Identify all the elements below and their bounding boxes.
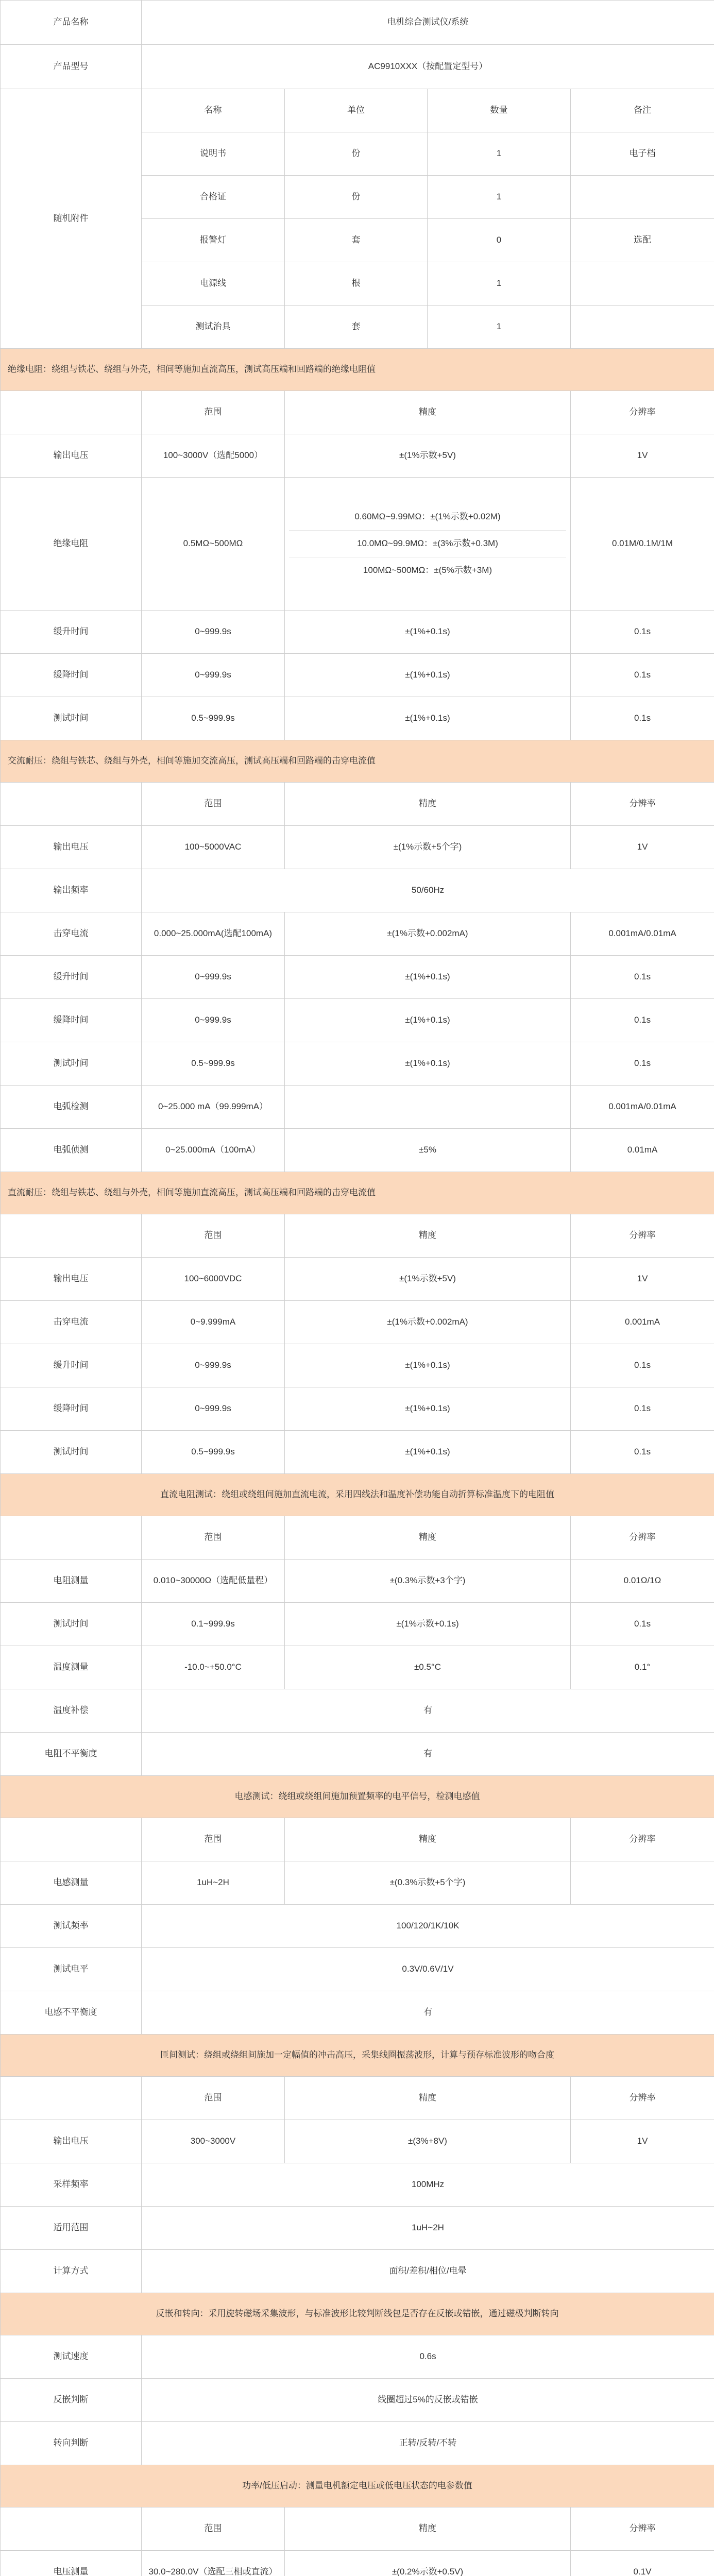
spec-precision: ±(1%示数+0.002mA) xyxy=(285,1301,571,1344)
spec-label: 反嵌判断 xyxy=(1,2379,142,2422)
col-header-unit: 单位 xyxy=(285,89,428,132)
spec-row xyxy=(1,912,714,956)
section-dc-resistance xyxy=(1,1474,714,1516)
spec-range: -10.0~+50.0°C xyxy=(142,1646,285,1689)
section-inductance xyxy=(1,1776,714,1818)
section-impulse xyxy=(1,2035,714,2077)
spec-row xyxy=(1,1129,714,1172)
spec-resolution: 0.1s xyxy=(571,654,714,697)
spec-resolution: 1V xyxy=(571,826,714,869)
header-resolution: 分辨率 xyxy=(571,1214,714,1258)
spec-row xyxy=(1,826,714,869)
header-range: 范围 xyxy=(142,2077,285,2120)
spec-resolution: 0.1V xyxy=(571,2551,714,2576)
spec-label: 缓降时间 xyxy=(1,1387,142,1431)
spec-row xyxy=(1,2551,714,2576)
header-precision: 精度 xyxy=(285,2077,571,2120)
spec-row xyxy=(1,1042,714,1086)
spec-range: 0.5MΩ~500MΩ xyxy=(142,478,285,611)
spec-value: 0.6s xyxy=(142,2335,714,2379)
section-title: 匝间测试：绕组或绕组间施加一定幅值的冲击高压，采集线圈振荡波形，计算与预存标准波形的吻合度 xyxy=(1,2035,714,2077)
spec-label: 缓升时间 xyxy=(1,611,142,654)
spec-precision: ±(0.2%示数+0.5V) xyxy=(285,2551,571,2576)
spec-range: 1uH~2H xyxy=(142,1861,285,1905)
spec-row xyxy=(1,1646,714,1689)
spec-label: 输出电压 xyxy=(1,2120,142,2163)
accessory-note xyxy=(571,306,714,349)
spec-resolution: 0.01M/0.1M/1M xyxy=(571,478,714,611)
spec-resolution: 0.1s xyxy=(571,1603,714,1646)
spec-range: 100~6000VDC xyxy=(142,1258,285,1301)
section-insulation xyxy=(1,349,714,391)
spec-row xyxy=(1,1991,714,2035)
spec-label: 输出电压 xyxy=(1,434,142,478)
section-power xyxy=(1,2465,714,2507)
spec-precision: ±(1%+0.1s) xyxy=(285,611,571,654)
spec-label: 缓降时间 xyxy=(1,999,142,1042)
header-precision: 精度 xyxy=(285,1214,571,1258)
spec-range: 30.0~280.0V（选配三相或直流） xyxy=(142,2551,285,2576)
spec-precision: ±(1%示数+0.002mA) xyxy=(285,912,571,956)
column-header-row xyxy=(1,2077,714,2120)
spec-row xyxy=(1,1603,714,1646)
spec-label: 测试频率 xyxy=(1,1905,142,1948)
spec-range: 0~999.9s xyxy=(142,1387,285,1431)
spec-precision: ±(1%+0.1s) xyxy=(285,1042,571,1086)
header-precision: 精度 xyxy=(285,783,571,826)
spec-label: 温度测量 xyxy=(1,1646,142,1689)
spec-resolution: 0.1s xyxy=(571,1431,714,1474)
section-title: 电感测试：绕组或绕组间施加预置频率的电平信号，检测电感值 xyxy=(1,1776,714,1818)
spec-resolution: 1V xyxy=(571,1258,714,1301)
spec-row xyxy=(1,1560,714,1603)
spec-value: 有 xyxy=(142,1689,714,1733)
spec-precision: ±(1%+0.1s) xyxy=(285,1344,571,1387)
section-title: 交流耐压：绕组与铁芯、绕组与外壳，相间等施加交流高压，测试高压端和回路端的击穿电流值 xyxy=(1,740,714,783)
row-label: 产品名称 xyxy=(1,1,142,45)
spec-value: 有 xyxy=(142,1991,714,2035)
section-title: 功率/低压启动：测量电机额定电压或低电压状态的电参数值 xyxy=(1,2465,714,2507)
spec-label: 适用范围 xyxy=(1,2207,142,2250)
spec-label: 击穿电流 xyxy=(1,912,142,956)
spec-range: 0~999.9s xyxy=(142,654,285,697)
spec-row xyxy=(1,611,714,654)
spec-row xyxy=(1,697,714,740)
accessory-name: 合格证 xyxy=(142,176,285,219)
header-range: 范围 xyxy=(142,783,285,826)
precision-tier: 10.0MΩ~99.9MΩ：±(3%示数+0.3M) xyxy=(289,530,566,557)
spec-resolution xyxy=(571,1861,714,1905)
spec-range: 0.1~999.9s xyxy=(142,1603,285,1646)
header-range: 范围 xyxy=(142,391,285,434)
header-resolution: 分辨率 xyxy=(571,2077,714,2120)
section-ac-withstand xyxy=(1,740,714,783)
section-title: 绝缘电阻：绕组与铁芯、绕组与外壳，相间等施加直流高压，测试高压端和回路端的绝缘电阻值 xyxy=(1,349,714,391)
section-rotation xyxy=(1,2293,714,2335)
spec-label: 采样频率 xyxy=(1,2163,142,2207)
accessory-note xyxy=(571,262,714,306)
spec-resolution: 1V xyxy=(571,434,714,478)
header-resolution: 分辨率 xyxy=(571,391,714,434)
spec-value: 有 xyxy=(142,1733,714,1776)
spec-range: 0~999.9s xyxy=(142,1344,285,1387)
spec-precision-multi xyxy=(285,478,571,611)
spec-value: 面积/差积/相位/电晕 xyxy=(142,2250,714,2293)
spec-label: 电感测量 xyxy=(1,1861,142,1905)
column-header-row xyxy=(1,1214,714,1258)
spec-row-insulation-resistance xyxy=(1,478,714,611)
header-resolution: 分辨率 xyxy=(571,1516,714,1560)
spec-row xyxy=(1,1387,714,1431)
spec-range: 0~25.000mA（100mA） xyxy=(142,1129,285,1172)
spec-value: 0.3V/0.6V/1V xyxy=(142,1948,714,1991)
spec-row xyxy=(1,2335,714,2379)
spec-precision: ±(1%示数+0.1s) xyxy=(285,1603,571,1646)
spec-range: 0.010~30000Ω（选配低量程） xyxy=(142,1560,285,1603)
accessory-unit: 套 xyxy=(285,306,428,349)
precision-tier: 100MΩ~500MΩ：±(5%示数+3M) xyxy=(289,557,566,584)
column-header-row xyxy=(1,391,714,434)
spec-value: 100/120/1K/10K xyxy=(142,1905,714,1948)
spec-range: 0~999.9s xyxy=(142,956,285,999)
accessory-unit: 根 xyxy=(285,262,428,306)
spec-precision xyxy=(285,1086,571,1129)
spec-range: 0.5~999.9s xyxy=(142,1431,285,1474)
spec-row xyxy=(1,2207,714,2250)
accessory-qty: 1 xyxy=(428,262,571,306)
header-precision: 精度 xyxy=(285,2507,571,2551)
spec-range: 0~999.9s xyxy=(142,611,285,654)
spec-value: 线圈超过5%的反嵌或错嵌 xyxy=(142,2379,714,2422)
spec-label: 电感不平衡度 xyxy=(1,1991,142,2035)
spec-range: 100~5000VAC xyxy=(142,826,285,869)
spec-row xyxy=(1,1344,714,1387)
spec-row xyxy=(1,654,714,697)
spec-row xyxy=(1,1905,714,1948)
spec-row xyxy=(1,1431,714,1474)
spec-precision: ±(1%+0.1s) xyxy=(285,654,571,697)
section-dc-withstand xyxy=(1,1172,714,1214)
product-model-value: AC9910XXX（按配置定型号） xyxy=(142,45,714,89)
spec-precision: ±(1%+0.1s) xyxy=(285,956,571,999)
product-model-row xyxy=(1,45,714,89)
accessory-name: 电源线 xyxy=(142,262,285,306)
accessories-header-row xyxy=(1,89,714,132)
spec-range: 300~3000V xyxy=(142,2120,285,2163)
section-title: 直流耐压：绕组与铁芯、绕组与外壳，相间等施加直流高压，测试高压端和回路端的击穿电流值 xyxy=(1,1172,714,1214)
spec-resolution: 0.001mA/0.01mA xyxy=(571,1086,714,1129)
spec-label: 输出电压 xyxy=(1,826,142,869)
spec-precision: ±(1%+0.1s) xyxy=(285,1431,571,1474)
accessories-label: 随机附件 xyxy=(1,89,142,349)
spec-row xyxy=(1,2120,714,2163)
spec-row xyxy=(1,434,714,478)
header-resolution: 分辨率 xyxy=(571,783,714,826)
spec-resolution: 0.001mA xyxy=(571,1301,714,1344)
header-resolution: 分辨率 xyxy=(571,1818,714,1861)
spec-label: 输出频率 xyxy=(1,869,142,912)
spec-label: 缓降时间 xyxy=(1,654,142,697)
spec-range: 100~3000V（选配5000） xyxy=(142,434,285,478)
col-header-note: 备注 xyxy=(571,89,714,132)
column-header-row xyxy=(1,783,714,826)
spec-label: 测试时间 xyxy=(1,1042,142,1086)
spec-precision: ±(1%示数+5V) xyxy=(285,434,571,478)
spec-row xyxy=(1,1301,714,1344)
spec-label: 缓升时间 xyxy=(1,1344,142,1387)
spec-label: 绝缘电阻 xyxy=(1,478,142,611)
spec-row xyxy=(1,1733,714,1776)
spec-label: 缓升时间 xyxy=(1,956,142,999)
spec-row xyxy=(1,956,714,999)
spec-row xyxy=(1,2163,714,2207)
spec-value: 50/60Hz xyxy=(142,869,714,912)
spec-label: 温度补偿 xyxy=(1,1689,142,1733)
spec-precision: ±(0.3%示数+3个字) xyxy=(285,1560,571,1603)
spec-label: 测试电平 xyxy=(1,1948,142,1991)
accessory-unit: 份 xyxy=(285,132,428,176)
spec-label: 测试时间 xyxy=(1,1603,142,1646)
spec-row xyxy=(1,1861,714,1905)
spec-row xyxy=(1,999,714,1042)
spec-row xyxy=(1,2250,714,2293)
spec-value: 正转/反转/不转 xyxy=(142,2422,714,2465)
spec-label: 击穿电流 xyxy=(1,1301,142,1344)
spec-row xyxy=(1,1948,714,1991)
accessory-note: 电子档 xyxy=(571,132,714,176)
spec-resolution: 0.1s xyxy=(571,611,714,654)
spec-range: 0.5~999.9s xyxy=(142,697,285,740)
accessory-note: 选配 xyxy=(571,219,714,262)
spec-resolution: 0.1s xyxy=(571,697,714,740)
accessory-note xyxy=(571,176,714,219)
spec-precision: ±(3%+8V) xyxy=(285,2120,571,2163)
column-header-row xyxy=(1,2507,714,2551)
spec-row xyxy=(1,2379,714,2422)
spec-label: 转向判断 xyxy=(1,2422,142,2465)
header-range: 范围 xyxy=(142,1818,285,1861)
product-name-value: 电机综合测试仪/系统 xyxy=(142,1,714,45)
accessory-name: 说明书 xyxy=(142,132,285,176)
spec-resolution: 0.1s xyxy=(571,1042,714,1086)
spec-resolution: 0.01mA xyxy=(571,1129,714,1172)
spec-label: 电阻测量 xyxy=(1,1560,142,1603)
spec-row xyxy=(1,1258,714,1301)
accessory-unit: 套 xyxy=(285,219,428,262)
column-header-row xyxy=(1,1516,714,1560)
spec-resolution: 1V xyxy=(571,2120,714,2163)
spec-precision: ±(1%+0.1s) xyxy=(285,1387,571,1431)
spec-label: 电弧检测 xyxy=(1,1086,142,1129)
spec-resolution: 0.1s xyxy=(571,999,714,1042)
spec-row xyxy=(1,1689,714,1733)
spec-range: 0~999.9s xyxy=(142,999,285,1042)
accessory-name: 报警灯 xyxy=(142,219,285,262)
accessory-qty: 1 xyxy=(428,132,571,176)
spec-precision: ±(1%示数+5个字) xyxy=(285,826,571,869)
spec-range: 0~25.000 mA（99.999mA） xyxy=(142,1086,285,1129)
spec-resolution: 0.1s xyxy=(571,1344,714,1387)
spec-label: 测试时间 xyxy=(1,1431,142,1474)
spec-label: 测试速度 xyxy=(1,2335,142,2379)
spec-precision: ±0.5°C xyxy=(285,1646,571,1689)
spec-value: 1uH~2H xyxy=(142,2207,714,2250)
spec-resolution: 0.01Ω/1Ω xyxy=(571,1560,714,1603)
header-precision: 精度 xyxy=(285,1516,571,1560)
spec-label: 电弧侦测 xyxy=(1,1129,142,1172)
spec-range: 0~9.999mA xyxy=(142,1301,285,1344)
spec-precision: ±(0.3%示数+5个字) xyxy=(285,1861,571,1905)
spec-label: 电压测量 xyxy=(1,2551,142,2576)
spec-row xyxy=(1,2422,714,2465)
spec-label: 测试时间 xyxy=(1,697,142,740)
accessory-name: 测试治具 xyxy=(142,306,285,349)
spec-precision: ±(1%示数+5V) xyxy=(285,1258,571,1301)
spec-row xyxy=(1,869,714,912)
accessory-unit: 份 xyxy=(285,176,428,219)
spec-value: 100MHz xyxy=(142,2163,714,2207)
spec-precision: ±(1%+0.1s) xyxy=(285,697,571,740)
accessory-qty: 1 xyxy=(428,306,571,349)
header-precision: 精度 xyxy=(285,391,571,434)
spec-resolution: 0.1° xyxy=(571,1646,714,1689)
product-name-row xyxy=(1,1,714,45)
column-header-row xyxy=(1,1818,714,1861)
spec-resolution: 0.001mA/0.01mA xyxy=(571,912,714,956)
spec-range: 0.5~999.9s xyxy=(142,1042,285,1086)
spec-row xyxy=(1,1086,714,1129)
spec-precision: ±(1%+0.1s) xyxy=(285,999,571,1042)
accessory-qty: 1 xyxy=(428,176,571,219)
header-precision: 精度 xyxy=(285,1818,571,1861)
section-title: 直流电阻测试：绕组或绕组间施加直流电流，采用四线法和温度补偿功能自动折算标准温度下的电阻值 xyxy=(1,1474,714,1516)
col-header-name: 名称 xyxy=(142,89,285,132)
spec-resolution: 0.1s xyxy=(571,956,714,999)
row-label: 产品型号 xyxy=(1,45,142,89)
header-range: 范围 xyxy=(142,1214,285,1258)
header-resolution: 分辨率 xyxy=(571,2507,714,2551)
section-title: 反嵌和转向：采用旋转磁场采集波形，与标准波形比较判断线包是否存在反嵌或错嵌，通过磁极判断转向 xyxy=(1,2293,714,2335)
spec-label: 输出电压 xyxy=(1,1258,142,1301)
spec-resolution: 0.1s xyxy=(571,1387,714,1431)
spec-precision: ±5% xyxy=(285,1129,571,1172)
spec-label: 计算方式 xyxy=(1,2250,142,2293)
spec-range: 0.000~25.000mA(选配100mA) xyxy=(142,912,285,956)
accessory-qty: 0 xyxy=(428,219,571,262)
col-header-qty: 数量 xyxy=(428,89,571,132)
spec-label: 电阻不平衡度 xyxy=(1,1733,142,1776)
precision-tier: 0.60MΩ~9.99MΩ：±(1%示数+0.02M) xyxy=(354,512,501,522)
header-range: 范围 xyxy=(142,1516,285,1560)
header-range: 范围 xyxy=(142,2507,285,2551)
